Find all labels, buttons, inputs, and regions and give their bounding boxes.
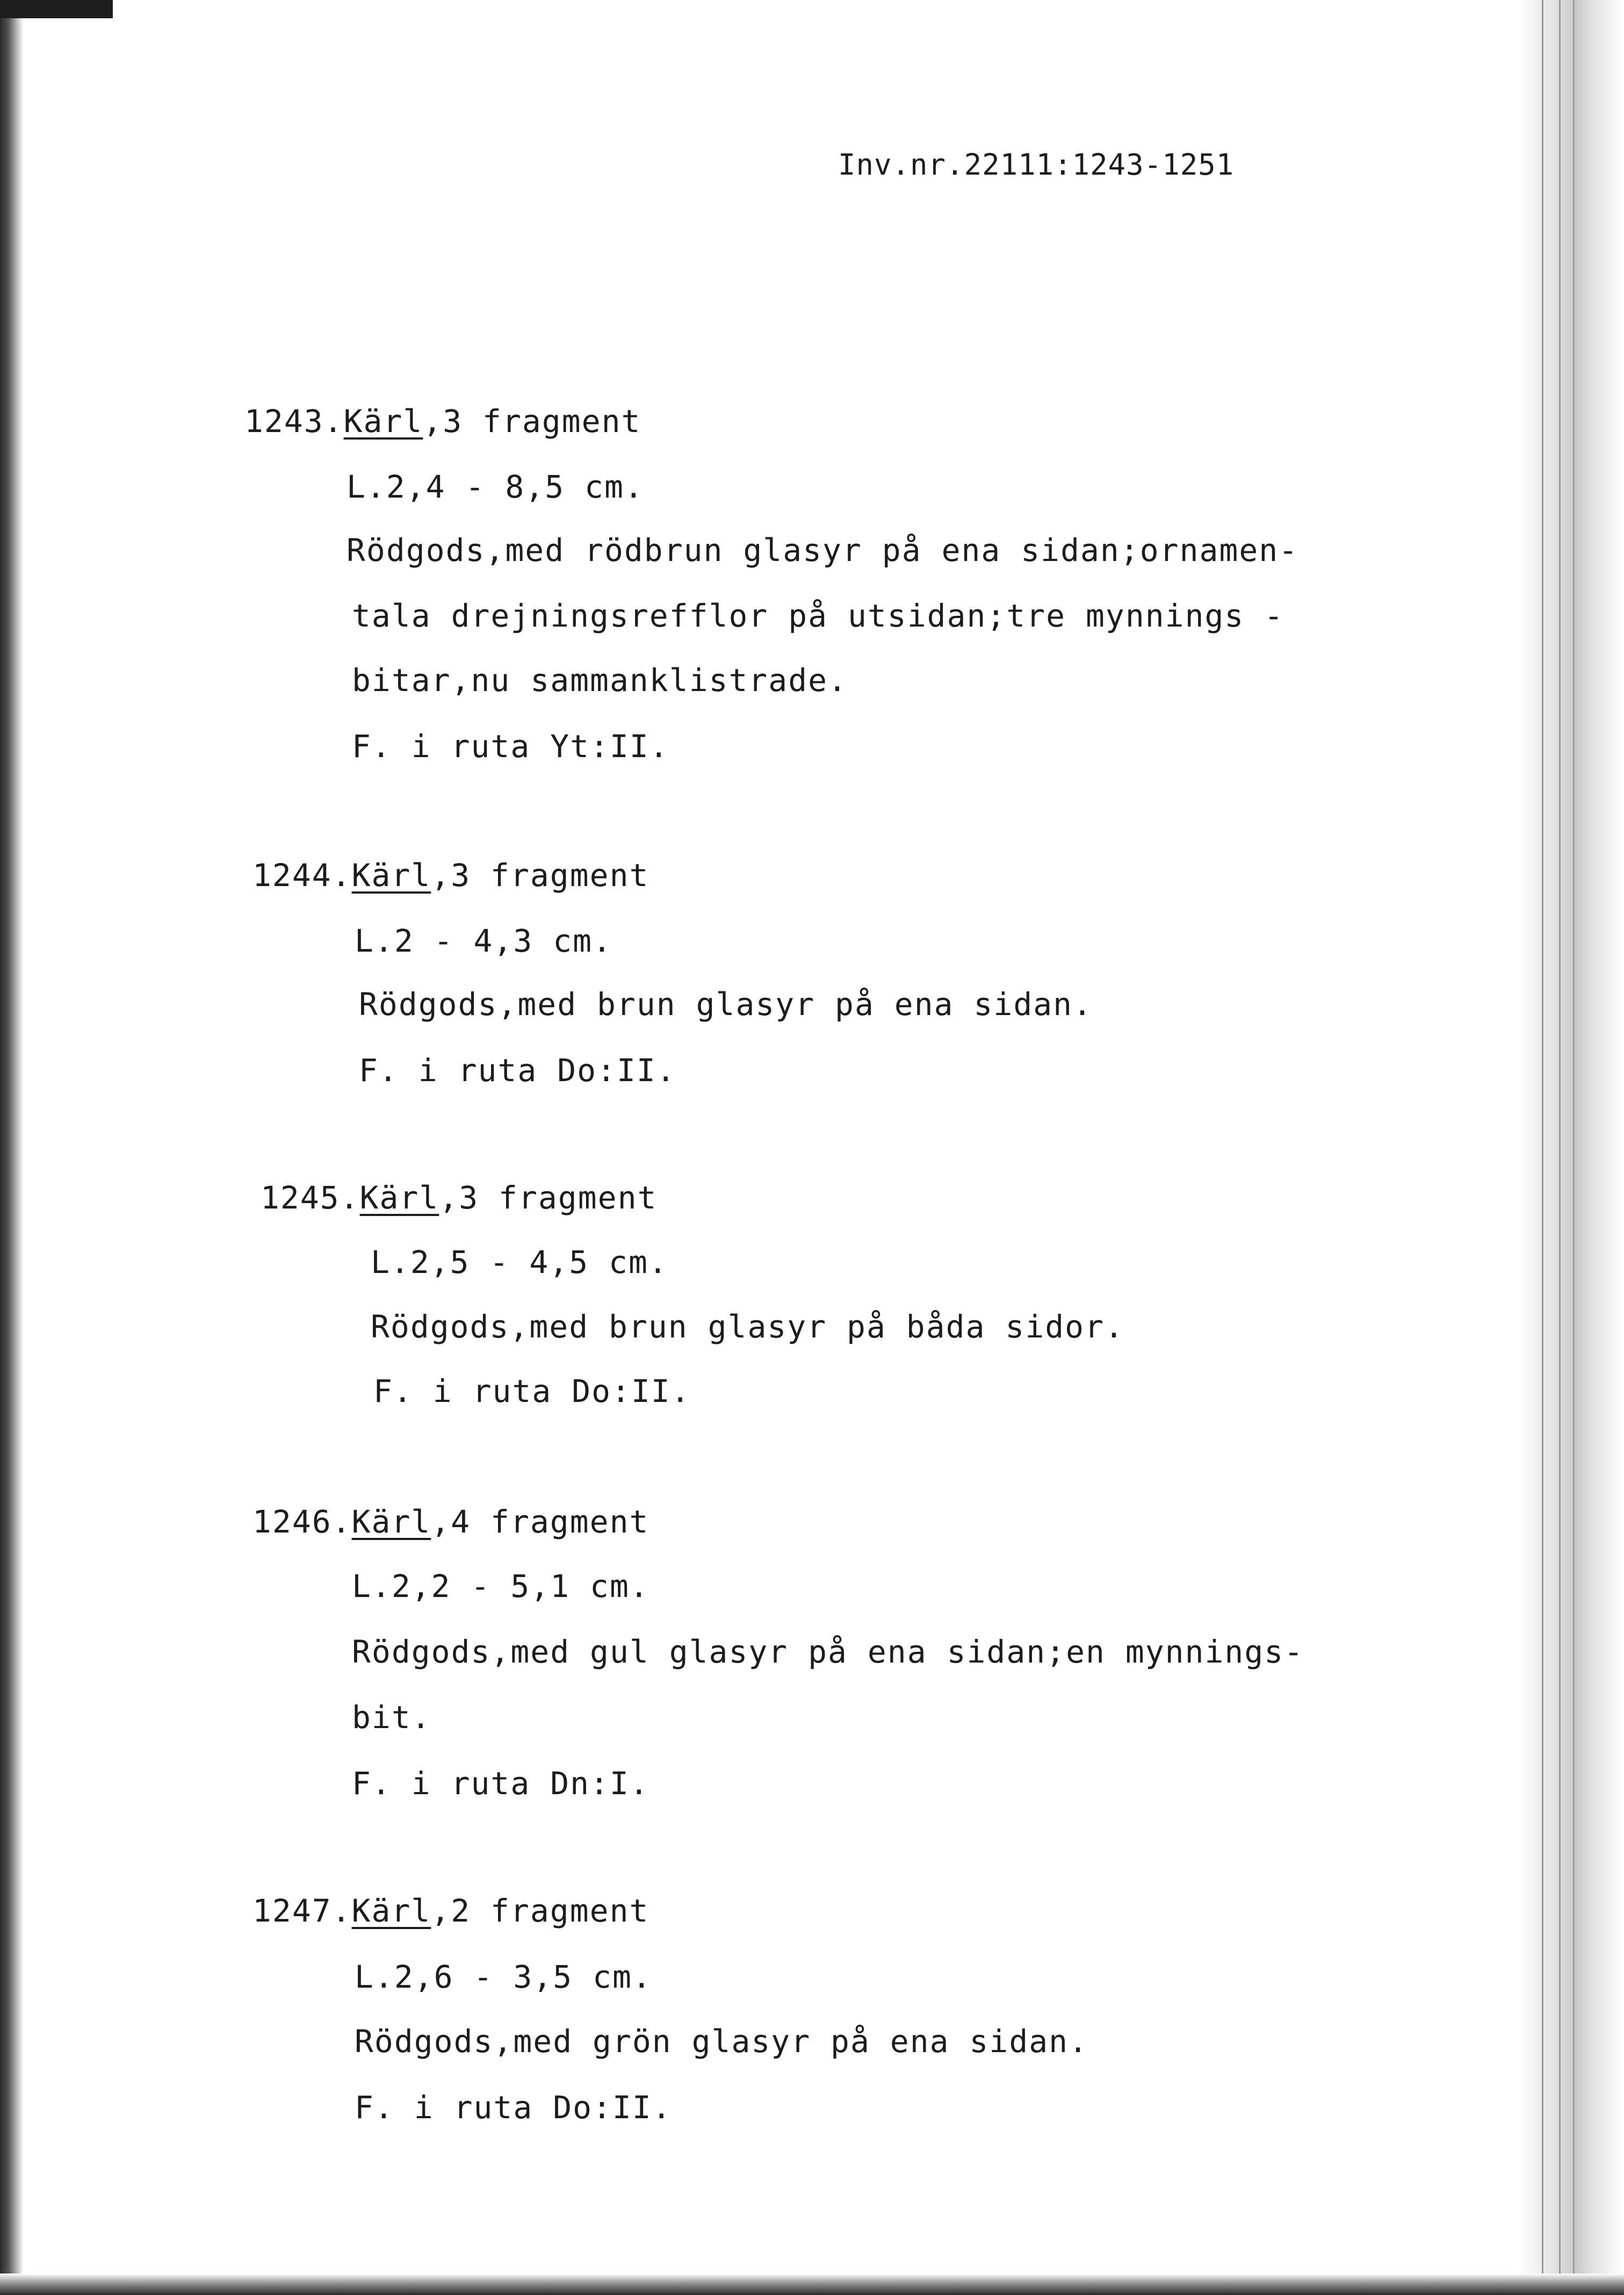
entry-line: bit. [352,1699,431,1736]
scan-shadow-bottom [0,2274,1624,2295]
entry-number: 1247. [252,1893,352,1929]
entry-line: L.2 - 4,3 cm. [355,923,612,959]
entry-line: Rödgods,med rödbrun glasyr på ena sidan;ornamen- [347,532,1299,569]
entry-number: 1245. [261,1179,360,1216]
entry-heading [252,1893,649,1929]
entry-object: Kärl [351,1893,431,1929]
entry-object: Kärl [359,1179,439,1216]
page-edge-line [1559,0,1561,2295]
entry-line: F. i ruta Do:II. [373,1373,691,1409]
entry-line: tala drejningsrefflor på utsidan;tre mynnings - [352,598,1284,634]
book-page-edge [1517,0,1624,2295]
entry-object: Kärl [351,1503,431,1540]
entry-line: L.2,5 - 4,5 cm. [371,1244,668,1280]
entry-object: Kärl [351,857,431,894]
entry-object: Kärl [343,403,423,440]
entry-line: Rödgods,med brun glasyr på båda sidor. [371,1308,1124,1345]
entry-heading [244,403,641,440]
entry-line: F. i ruta Yt:II. [352,728,669,765]
entry-heading [252,857,649,894]
entry-heading [261,1179,657,1216]
entry-line: F. i ruta Dn:I. [352,1765,649,1802]
entry-count: ,3 fragment [439,1179,658,1216]
scan-shadow-top-left [0,0,113,18]
entry-line: L.2,4 - 8,5 cm. [347,469,644,505]
entry-heading [252,1503,649,1540]
entry-line: F. i ruta Do:II. [359,1052,676,1089]
entry-line: Rödgods,med gul glasyr på ena sidan;en mynnings- [352,1634,1304,1670]
entry-number: 1243. [244,403,344,440]
entry-count: ,3 fragment [431,857,649,894]
entry-line: Rödgods,med brun glasyr på ena sidan. [359,986,1093,1023]
entry-line: bitar,nu sammanklistrade. [352,662,848,699]
entry-line: F. i ruta Do:II. [355,2089,672,2126]
entry-count: ,2 fragment [431,1893,649,1929]
entry-line: L.2,2 - 5,1 cm. [352,1568,649,1605]
scan-shadow-left [0,0,24,2295]
entry-number: 1244. [252,857,352,894]
page-edge-line [1573,0,1575,2295]
entry-line: L.2,6 - 3,5 cm. [355,1959,652,1995]
inventory-number: Inv.nr.22111:1243-1251 [838,148,1235,182]
entry-count: ,4 fragment [431,1503,649,1540]
entry-line: Rödgods,med grön glasyr på ena sidan. [355,2023,1089,2060]
entry-number: 1246. [252,1503,352,1540]
page-edge-line [1542,0,1543,2295]
entry-count: ,3 fragment [423,403,641,440]
